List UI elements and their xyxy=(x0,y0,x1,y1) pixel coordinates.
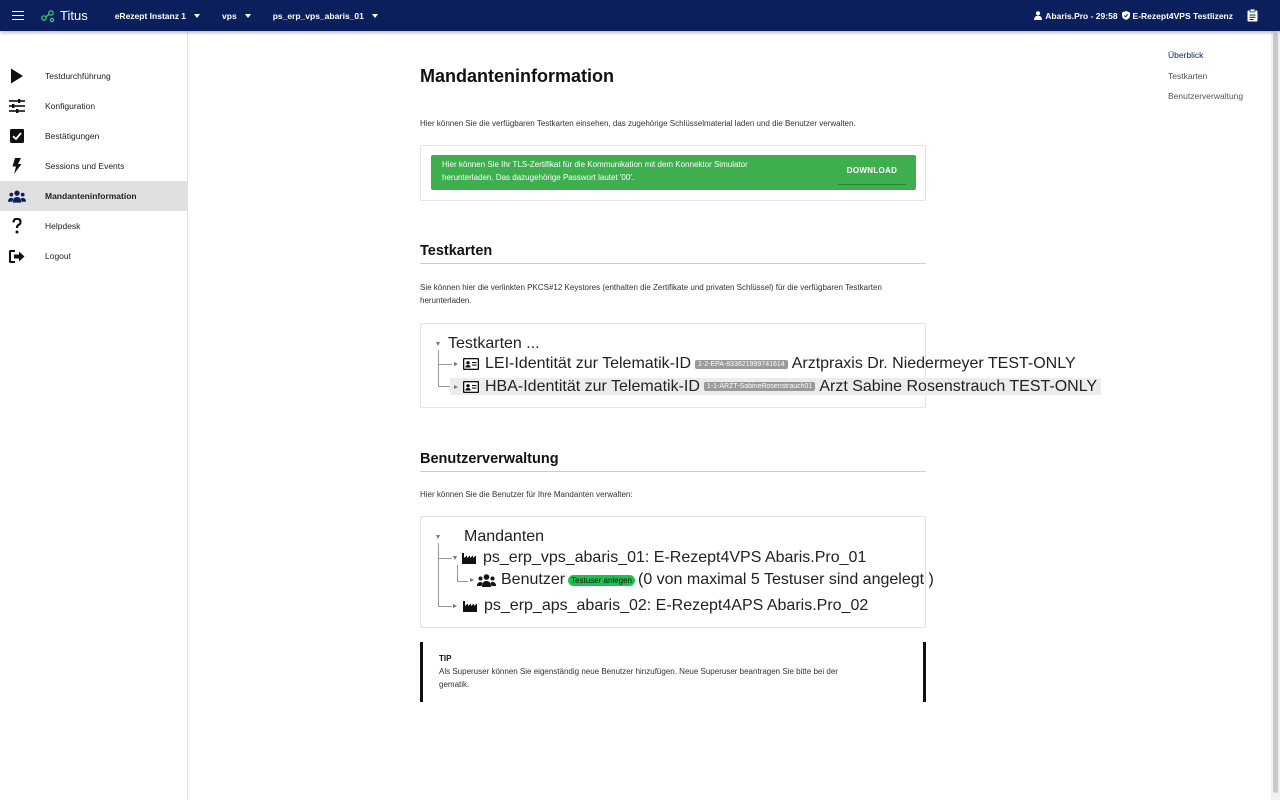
sidebar-item-helpdesk[interactable] xyxy=(0,211,187,241)
license-label[interactable]: E-Rezept4VPS Testlizenz xyxy=(1132,10,1233,21)
tree-connector xyxy=(457,565,458,581)
toc-link-ueberblick[interactable]: Überblick xyxy=(1168,50,1204,60)
certificate-card xyxy=(420,145,926,201)
banner-line: herunterladen. Das dazugehörige Passwort lautet '00'. xyxy=(442,172,635,182)
tree-item-testkarte[interactable] xyxy=(454,356,1076,372)
tip-text-line: Als Superuser können Sie eigenständig neue Benutzer hinzufügen. Neue Superuser beantragen Sie bitte bei der xyxy=(439,667,838,676)
tree-node-label: Testkarten ... xyxy=(448,335,540,352)
testkarten-description xyxy=(420,281,926,307)
user-area xyxy=(1034,0,1280,31)
bolt-icon xyxy=(8,157,26,175)
testuser-count-note: (0 von maximal 5 Testuser sind angelegt ) xyxy=(637,571,934,588)
intro-text: Hier können Sie die verfügbaren Testkarten einsehen, das zugehörige Schlüsselmaterial laden und die Benutzer verwalten. xyxy=(420,119,856,128)
environment-dropdown-label: vps xyxy=(222,10,237,21)
tree-item-mandant[interactable] xyxy=(453,550,866,566)
card-holder-name: Arztpraxis Dr. Niedermeyer TEST-ONLY xyxy=(791,355,1076,372)
users-icon xyxy=(8,187,26,205)
titus-logo-icon xyxy=(41,9,55,23)
app-brand[interactable] xyxy=(41,8,88,23)
collapse-triangle-icon[interactable] xyxy=(454,362,458,366)
sidebar-item-sessions-events[interactable] xyxy=(0,151,187,181)
telematik-id-chip[interactable]: 1-1-ARZT-SabineRosenstrauch01 xyxy=(704,382,815,391)
certificate-banner-text xyxy=(442,159,812,184)
banner-line: Hier können Sie Ihr TLS-Zertifikat für die Kommunikation mit dem Konnektor Simulator xyxy=(442,160,748,169)
sidebar-item-label: Logout xyxy=(45,251,71,261)
card-prefix: LEI-Identität zur Telematik-ID xyxy=(485,355,692,372)
sidebar-item-bestaetigungen[interactable] xyxy=(0,121,187,151)
description-line: Sie können hier die verlinkten PKCS#12 Keystores (enthalten die Zertifikate und privaten Schlüssel) für die verfügbaren Testkarten xyxy=(420,283,882,292)
collapse-triangle-icon[interactable] xyxy=(453,604,457,608)
users-icon xyxy=(477,574,496,587)
sidebar-item-konfiguration[interactable] xyxy=(0,91,187,121)
scrollbar-thumb[interactable] xyxy=(1273,33,1278,793)
toc-link-testkarten[interactable]: Testkarten xyxy=(1168,70,1208,81)
tree-connector xyxy=(457,581,468,582)
sliders-icon xyxy=(8,97,26,115)
sidebar-item-testdurchfuehrung[interactable] xyxy=(0,61,187,91)
top-app-bar xyxy=(0,0,1280,31)
sidebar-item-mandanteninformation[interactable] xyxy=(0,181,187,211)
chevron-down-icon xyxy=(245,14,251,18)
id-card-icon xyxy=(463,358,479,370)
toc-link-benutzerverwaltung[interactable]: Benutzerverwaltung xyxy=(1168,91,1244,101)
sidebar xyxy=(0,31,188,800)
tree-connector xyxy=(438,543,439,607)
tip-text-line: gematik. xyxy=(439,680,470,689)
certificate-banner xyxy=(431,155,916,190)
question-icon xyxy=(8,217,26,235)
testkarten-tree-card xyxy=(420,323,1098,408)
instance-dropdown[interactable] xyxy=(115,11,200,21)
environment-dropdown[interactable] xyxy=(222,11,251,21)
section-heading-testkarten: Testkarten xyxy=(420,243,926,264)
tree-node-label: ps_erp_vps_abaris_01: E-Rezept4VPS Abaris.Pro_01 xyxy=(483,549,867,566)
page-title: Mandanteninformation xyxy=(420,66,614,86)
logout-icon xyxy=(8,247,26,265)
tree-root-testkarten[interactable] xyxy=(436,336,540,352)
expand-triangle-icon[interactable] xyxy=(436,342,440,346)
tip-box xyxy=(420,642,926,702)
collapse-triangle-icon[interactable] xyxy=(470,578,474,582)
sidebar-item-label: Sessions und Events xyxy=(45,161,125,171)
benutzer-label: Benutzer xyxy=(501,571,566,588)
sidebar-item-label: Konfiguration xyxy=(45,101,96,111)
collapse-triangle-icon[interactable] xyxy=(454,385,458,389)
tree-root-mandanten[interactable] xyxy=(436,529,544,545)
tree-connector xyxy=(438,350,439,386)
vertical-scrollbar[interactable] xyxy=(1271,31,1280,800)
tree-node-label: Mandanten xyxy=(464,528,545,545)
app-name: Titus xyxy=(60,8,88,23)
sidebar-nav xyxy=(0,61,187,271)
sidebar-item-label: Helpdesk xyxy=(45,221,81,231)
factory-icon xyxy=(462,552,476,564)
mandant-dropdown-label: ps_erp_vps_abaris_01 xyxy=(272,10,364,21)
expand-triangle-icon[interactable] xyxy=(436,535,440,539)
tree-item-mandant[interactable] xyxy=(453,598,868,614)
tree-connector xyxy=(438,364,452,365)
expand-triangle-icon[interactable] xyxy=(453,556,457,560)
mandanten-tree-card xyxy=(420,516,934,628)
id-card-icon xyxy=(463,381,479,393)
download-button[interactable]: DOWNLOAD xyxy=(838,158,906,185)
checkbox-icon xyxy=(8,127,26,145)
telematik-id-chip[interactable]: 1-2-EPA-833621999741614 xyxy=(695,360,788,369)
sidebar-item-label: Bestätigungen xyxy=(45,131,100,141)
sidebar-item-logout[interactable] xyxy=(0,241,187,271)
user-session-status[interactable]: Abaris.Pro - 29:58 xyxy=(1045,10,1118,21)
testuser-anlegen-button[interactable]: Testuser anlegen xyxy=(568,575,635,586)
chevron-down-icon xyxy=(194,14,200,18)
tip-title: TIP xyxy=(439,654,452,663)
menu-button[interactable] xyxy=(0,0,36,31)
section-heading-benutzerverwaltung: Benutzerverwaltung xyxy=(420,451,926,472)
mandant-dropdown[interactable] xyxy=(273,11,378,21)
chevron-down-icon xyxy=(372,14,378,18)
page-toc xyxy=(1168,50,1243,112)
tree-item-benutzer[interactable] xyxy=(470,572,934,588)
play-icon xyxy=(8,67,26,85)
tree-node-label: ps_erp_aps_abaris_02: E-Rezept4APS Abaris.Pro_02 xyxy=(484,597,869,614)
user-icon xyxy=(1034,11,1042,20)
shield-icon xyxy=(1122,11,1130,20)
clipboard-icon[interactable] xyxy=(1247,9,1258,22)
instance-dropdown-label: eRezept Instanz 1 xyxy=(114,10,187,21)
hamburger-icon xyxy=(12,11,24,20)
tree-connector xyxy=(438,606,452,607)
tree-connector xyxy=(438,558,452,559)
factory-icon xyxy=(463,600,477,612)
card-holder-name: Arzt Sabine Rosenstrauch TEST-ONLY xyxy=(819,377,1098,395)
benutzer-description: Hier können Sie die Benutzer für Ihre Mandanten verwalten: xyxy=(420,490,633,499)
card-prefix: HBA-Identität zur Telematik-ID xyxy=(485,377,700,395)
tree-item-testkarte[interactable] xyxy=(450,378,1101,395)
sidebar-item-label: Testdurchführung xyxy=(45,71,111,81)
sidebar-item-label: Mandanteninformation xyxy=(45,191,137,201)
description-line: herunterladen. xyxy=(420,296,472,305)
